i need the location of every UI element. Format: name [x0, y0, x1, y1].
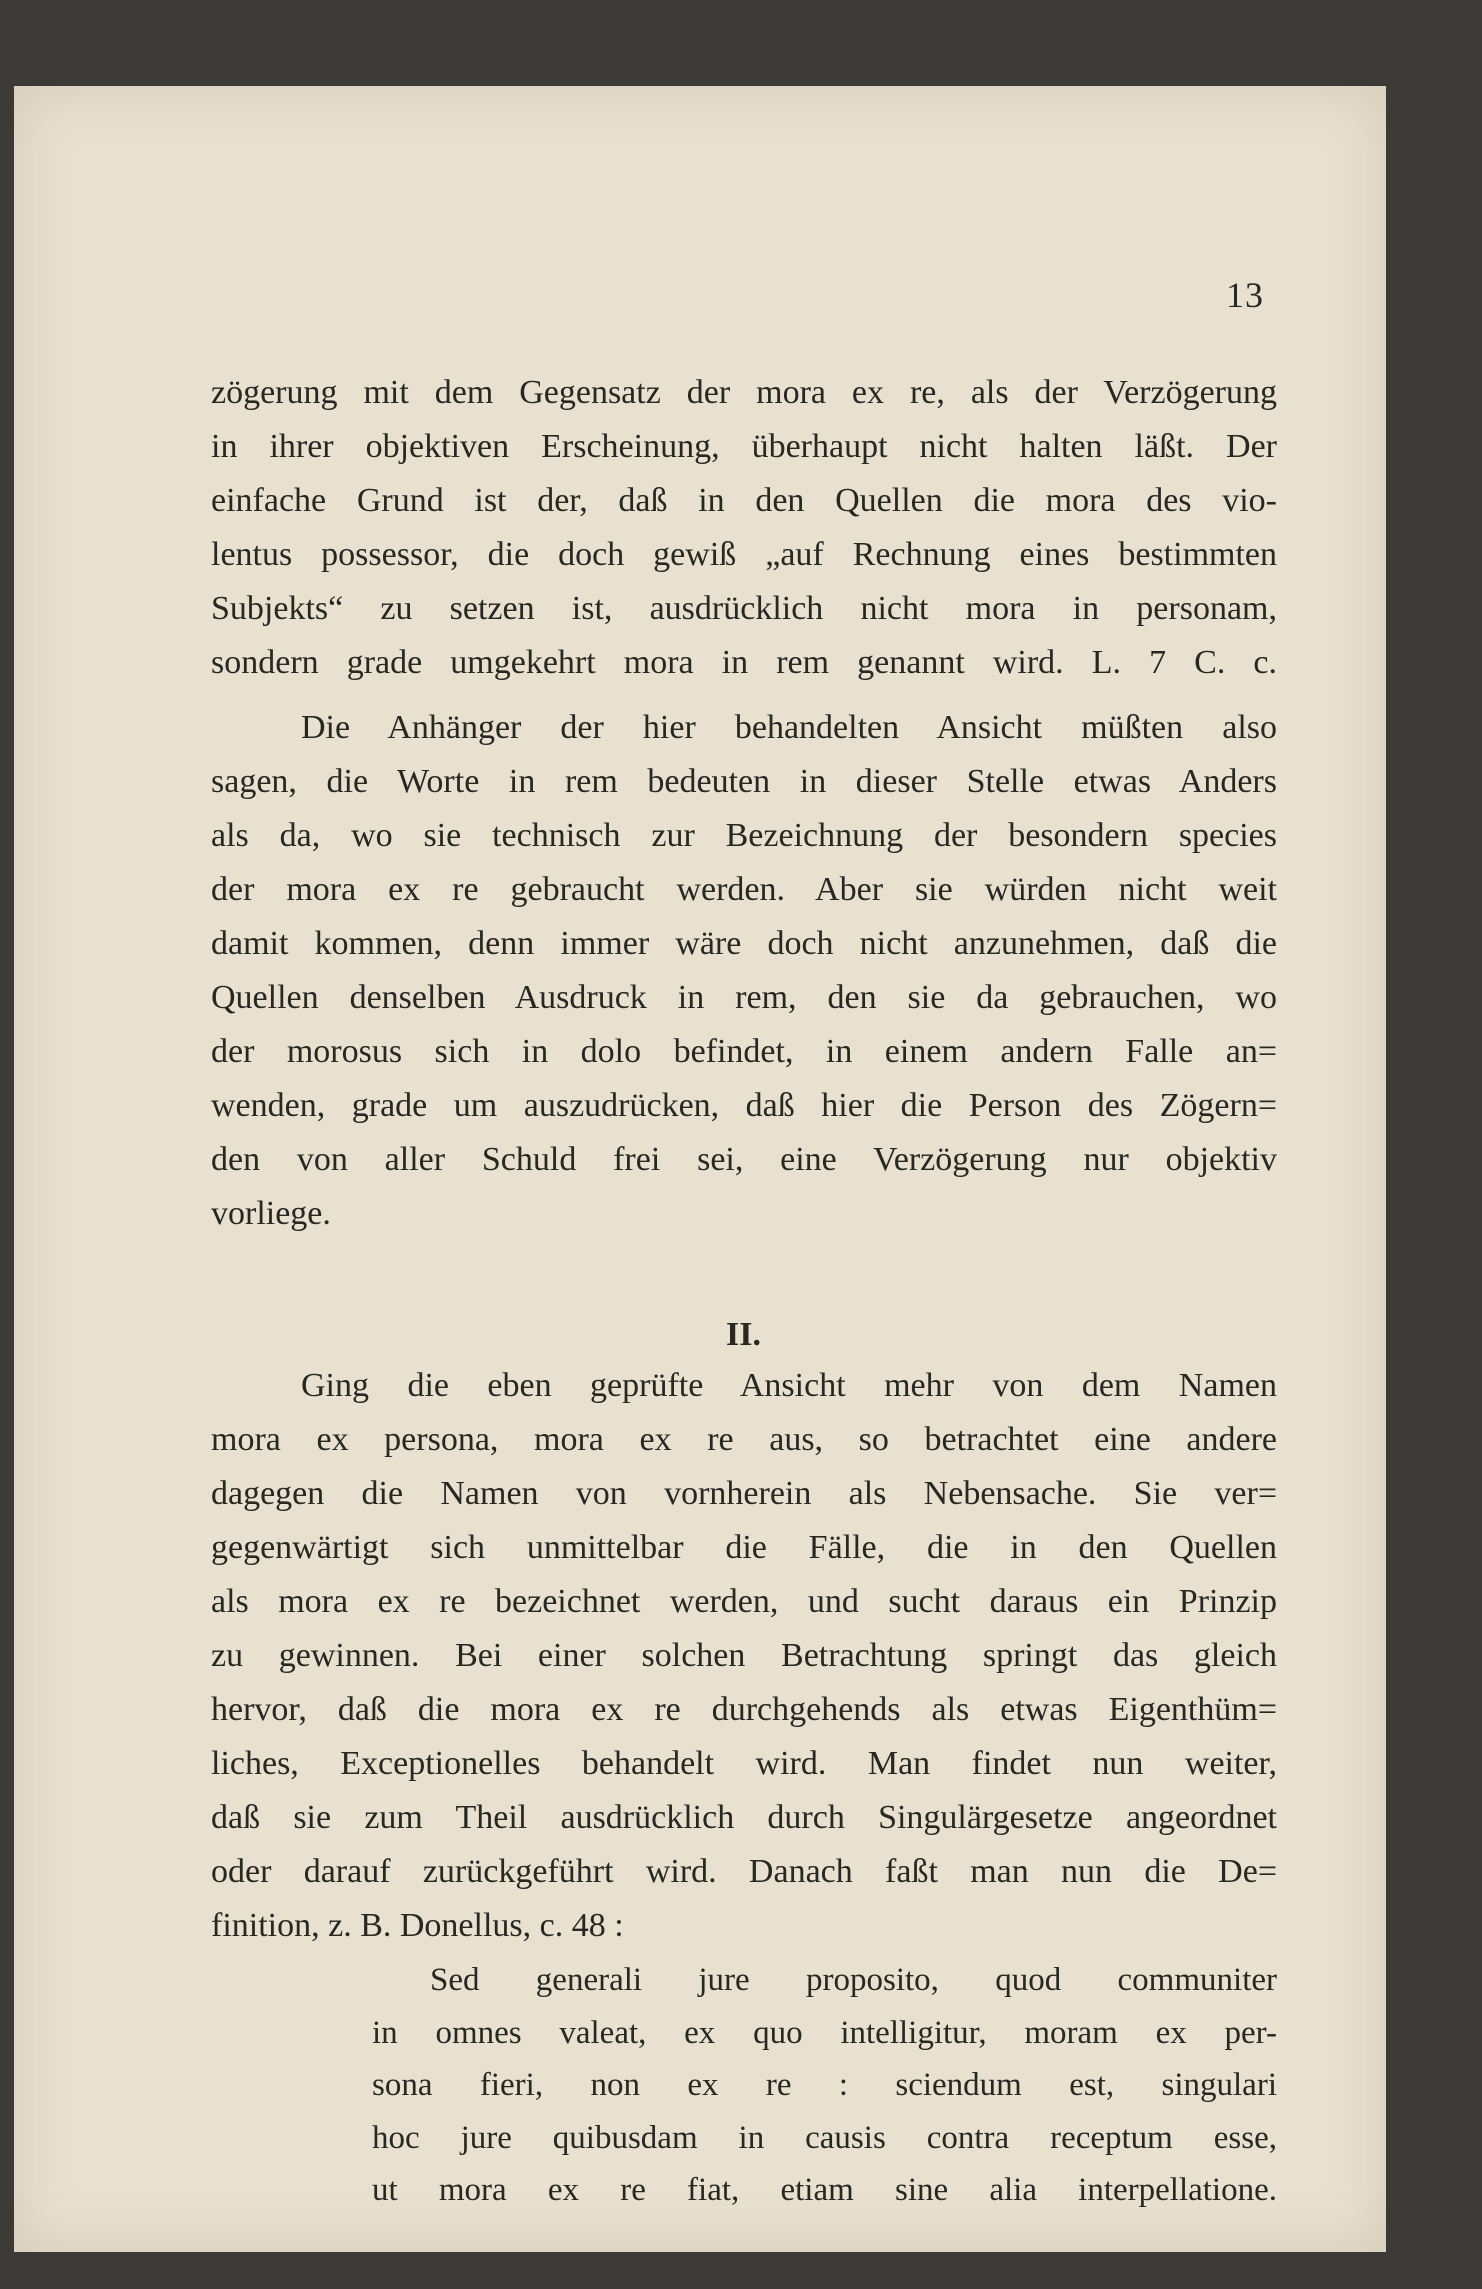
text-line: hoc jure quibusdam in causis contra receptum esse, — [372, 2119, 1277, 2156]
text-line: daß sie zum Theil ausdrücklich durch Singulärgesetze angeordnet — [211, 1799, 1277, 1836]
paragraph-2 — [211, 701, 1277, 1241]
text-line: sagen, die Worte in rem bedeuten in dieser Stelle etwas Anders — [211, 763, 1277, 800]
paragraph-3 — [211, 1359, 1277, 1953]
text-line: mora ex persona, mora ex re aus, so betrachtet eine andere — [211, 1421, 1277, 1458]
text-line: einfache Grund ist der, daß in den Quellen die mora des vio- — [211, 482, 1277, 519]
text-line: sondern grade umgekehrt mora in rem genannt wird. L. 7 C. c. — [211, 644, 1277, 681]
text-line: oder darauf zurückgeführt wird. Danach faßt man nun die De= — [211, 1853, 1277, 1890]
text-line: Sed generali jure proposito, quod communiter — [430, 1962, 1277, 1998]
text-line: als mora ex re bezeichnet werden, und sucht daraus ein Prinzip — [211, 1583, 1277, 1620]
text-line: vorliege. — [211, 1195, 331, 1232]
text-line: gegenwärtigt sich unmittelbar die Fälle, die in den Quellen — [211, 1529, 1277, 1566]
text-line: zu gewinnen. Bei einer solchen Betrachtung springt das gleich — [211, 1637, 1277, 1674]
text-line: sona fieri, non ex re : sciendum est, singulari — [372, 2067, 1277, 2103]
text-line: Die Anhänger der hier behandelten Ansicht müßten also — [301, 709, 1277, 746]
text-line: finition, z. B. Donellus, c. 48 : — [211, 1907, 624, 1944]
book-page — [14, 86, 1386, 2252]
text-line: der mora ex re gebraucht werden. Aber sie würden nicht weit — [211, 871, 1277, 908]
text-line: lentus possessor, die doch gewiß „auf Rechnung eines bestimmten — [211, 536, 1277, 573]
section-heading: II. — [726, 1316, 761, 1353]
text-line: der morosus sich in dolo befindet, in einem andern Falle an= — [211, 1033, 1277, 1070]
text-line: liches, Exceptionelles behandelt wird. Man findet nun weiter, — [211, 1745, 1277, 1782]
text-line: zögerung mit dem Gegensatz der mora ex re, als der Verzögerung — [211, 374, 1277, 411]
paragraph-1 — [211, 366, 1277, 690]
page-number: 13 — [1226, 275, 1264, 315]
text-line: in omnes valeat, ex quo intelligitur, moram ex per- — [372, 2014, 1277, 2051]
text-line: hervor, daß die mora ex re durchgehends als etwas Eigenthüm= — [211, 1691, 1277, 1728]
text-line: Ging die eben geprüfte Ansicht mehr von dem Namen — [301, 1367, 1277, 1404]
latin-quotation — [372, 1954, 1277, 2217]
text-line: in ihrer objektiven Erscheinung, überhaupt nicht halten läßt. Der — [211, 428, 1277, 465]
text-line: den von aller Schuld frei sei, eine Verzögerung nur objektiv — [211, 1141, 1277, 1178]
text-line: Quellen denselben Ausdruck in rem, den sie da gebrauchen, wo — [211, 979, 1277, 1016]
text-line: dagegen die Namen von vornherein als Nebensache. Sie ver= — [211, 1475, 1277, 1512]
text-line: wenden, grade um auszudrücken, daß hier die Person des Zögern= — [211, 1087, 1277, 1124]
text-line: als da, wo sie technisch zur Bezeichnung der besondern species — [211, 817, 1277, 854]
text-line: Subjekts“ zu setzen ist, ausdrücklich nicht mora in personam, — [211, 590, 1277, 627]
text-line: ut mora ex re fiat, etiam sine alia interpellatione. — [372, 2172, 1277, 2208]
text-line: damit kommen, denn immer wäre doch nicht anzunehmen, daß die — [211, 925, 1277, 962]
